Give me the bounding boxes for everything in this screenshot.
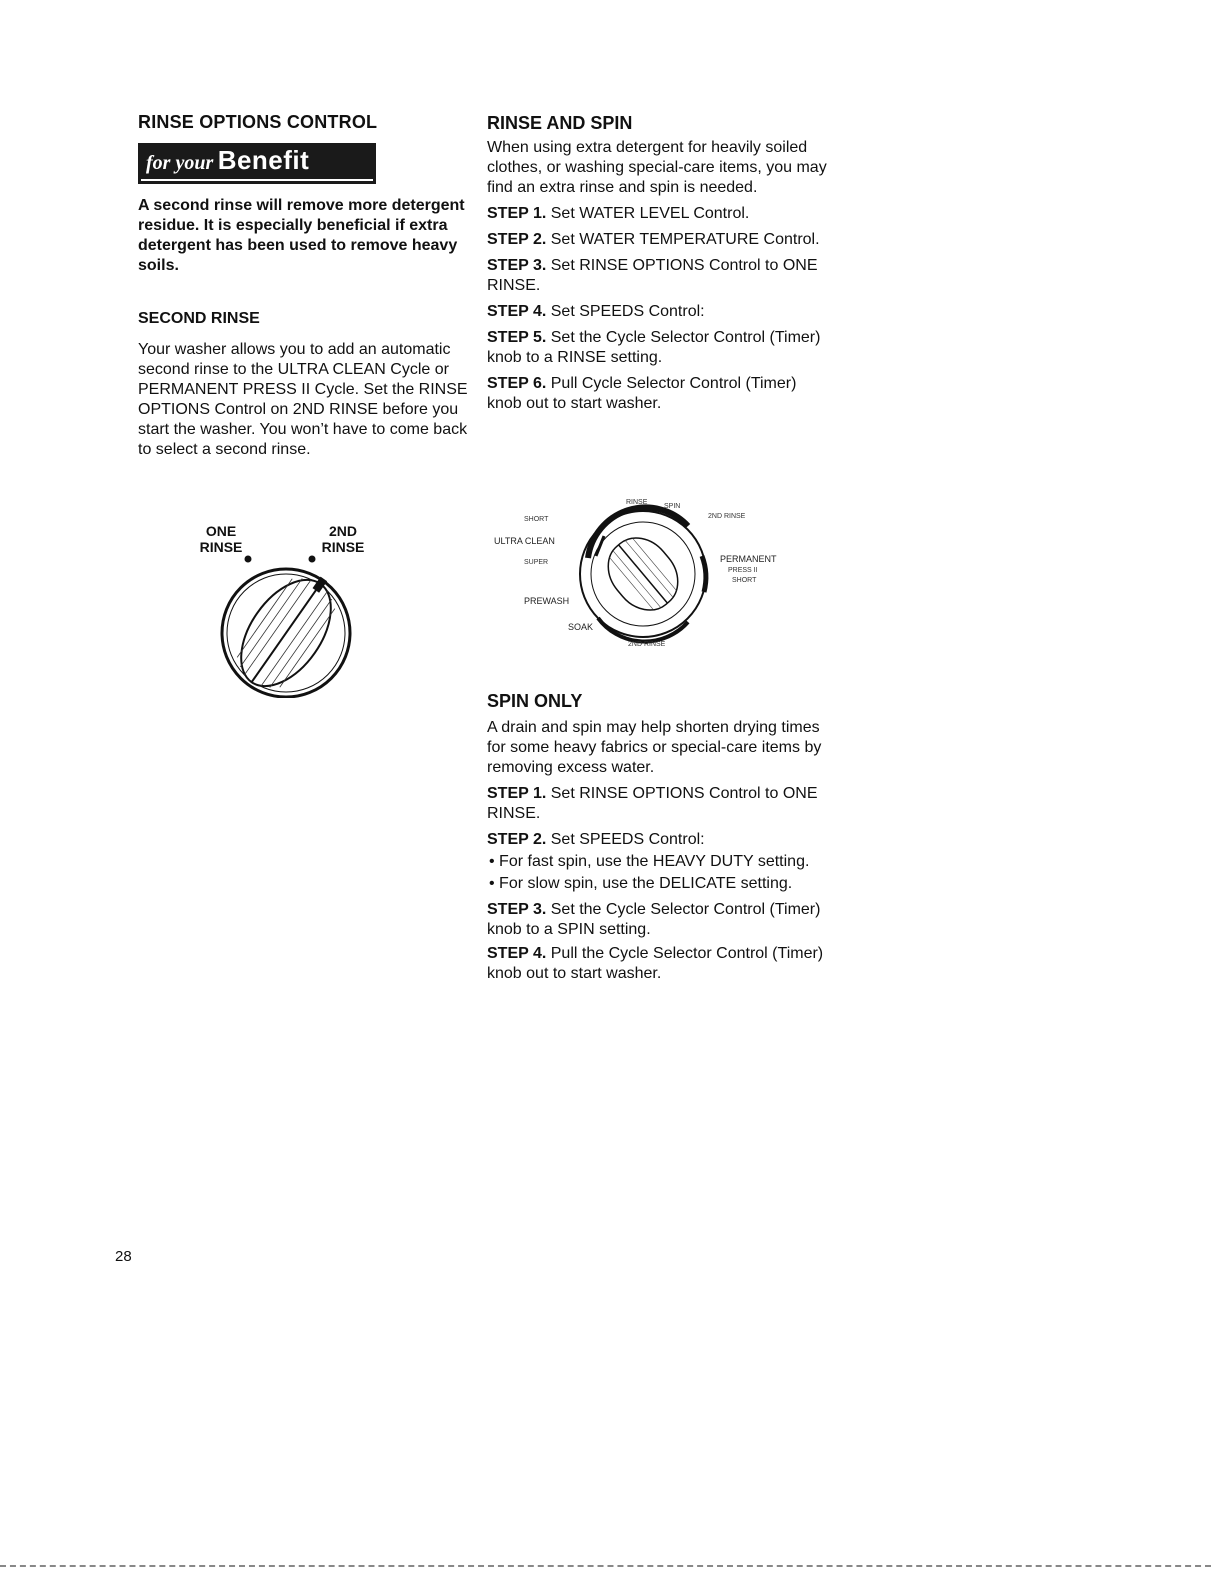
benefit-word: Benefit [217,145,310,175]
timer-label-ultra-clean: ULTRA CLEAN [494,536,555,546]
timer-knob-drawing [488,496,788,656]
rinse-step-6 [487,374,827,414]
spin-bullet-fast: • For fast spin, use the HEAVY DUTY setting. [489,853,810,870]
step-label: STEP 2. [487,231,547,248]
timer-label-spin-top: SPIN [664,503,681,510]
step-text: Set the Cycle Selector Control (Timer) knob to a SPIN setting. [487,901,821,938]
left-column [138,112,468,460]
second-rinse-heading: SECOND RINSE [138,310,260,327]
step-text: Set RINSE OPTIONS Control to ONE RINSE. [487,257,818,294]
rinse-step-1 [487,204,827,224]
spin-only-intro: A drain and spin may help shorten drying times for some heavy fabrics or special-care items by removing excess water. [487,719,822,776]
step-text: Pull the Cycle Selector Control (Timer) knob out to start washer. [487,945,824,982]
benefit-intro: A second rinse will remove more detergent residue. It is especially beneficial if extra detergent has been used to remove heavy soils. [138,197,465,274]
timer-label-permanent: PERMANENT [720,554,777,564]
step-label: STEP 4. [487,945,547,962]
spin-step-1 [487,784,827,824]
step-label: STEP 1. [487,785,547,802]
rinse-step-2 [487,230,827,250]
step-text: Set SPEEDS Control: [550,831,705,848]
timer-label-rinse-top: RINSE [626,499,648,506]
timer-label-short-pp: SHORT [732,577,757,584]
timer-label-2nd-rinse-bottom: 2ND RINSE [628,641,666,648]
timer-label-soak: SOAK [568,622,594,632]
step-label: STEP 2. [487,831,547,848]
timer-label-super: SUPER [524,559,549,566]
spin-only-section [487,691,827,984]
spin-step-3 [487,900,827,940]
spin-step-4 [487,944,827,984]
step-text: Pull Cycle Selector Control (Timer) knob out to start washer. [487,375,797,412]
rinse-knob-drawing [196,523,386,698]
rinse-and-spin-heading: RINSE AND SPIN [487,113,633,133]
rinse-step-5 [487,328,827,368]
timer-label-short: SHORT [524,516,549,523]
for-your-benefit-banner [138,143,376,184]
page-number: 28 [115,1248,132,1265]
rinse-step-4 [487,302,827,322]
step-label: STEP 6. [487,375,547,392]
rinse-and-spin-intro: When using extra detergent for heavily soiled clothes, or washing special-care items, you may find an extra rinse and spin is needed. [487,139,827,196]
page-bottom-rule [0,1565,1211,1567]
timer-label-prewash: PREWASH [524,596,570,606]
step-label: STEP 3. [487,901,547,918]
rinse-options-heading: RINSE OPTIONS CONTROL [138,112,378,132]
step-text: Set RINSE OPTIONS Control to ONE RINSE. [487,785,818,822]
step-text: Set the Cycle Selector Control (Timer) knob to a RINSE setting. [487,329,821,366]
spin-bullet-slow: • For slow spin, use the DELICATE setting. [489,875,793,892]
step-text: Set WATER TEMPERATURE Control. [550,231,820,248]
step-label: STEP 3. [487,257,547,274]
step-text: Set WATER LEVEL Control. [550,205,750,222]
step-label: STEP 5. [487,329,547,346]
step-label: STEP 4. [487,303,547,320]
step-text: Set SPEEDS Control: [550,303,705,320]
second-rinse-label: 2ND RINSE [321,523,365,555]
spin-only-heading: SPIN ONLY [487,691,583,711]
cycle-selector-dial [488,496,788,656]
second-rinse-body: Your washer allows you to add an automatic second rinse to the ULTRA CLEAN Cycle or PERMANENT PRESS II Cycle. Set the RINSE OPTIONS Control on 2ND RINSE before you start the washer. You won’t have to come back to select a second rinse. [138,341,468,458]
timer-label-2nd-rinse-top: 2ND RINSE [708,513,746,520]
rinse-step-3 [487,256,827,296]
timer-label-press-ii: PRESS II [728,567,758,574]
benefit-prefix: for your [146,152,214,174]
one-rinse-label: ONE RINSE [199,523,243,555]
spin-step-2 [487,830,827,850]
right-column [487,113,827,414]
rinse-options-dial [196,523,386,698]
step-label: STEP 1. [487,205,547,222]
